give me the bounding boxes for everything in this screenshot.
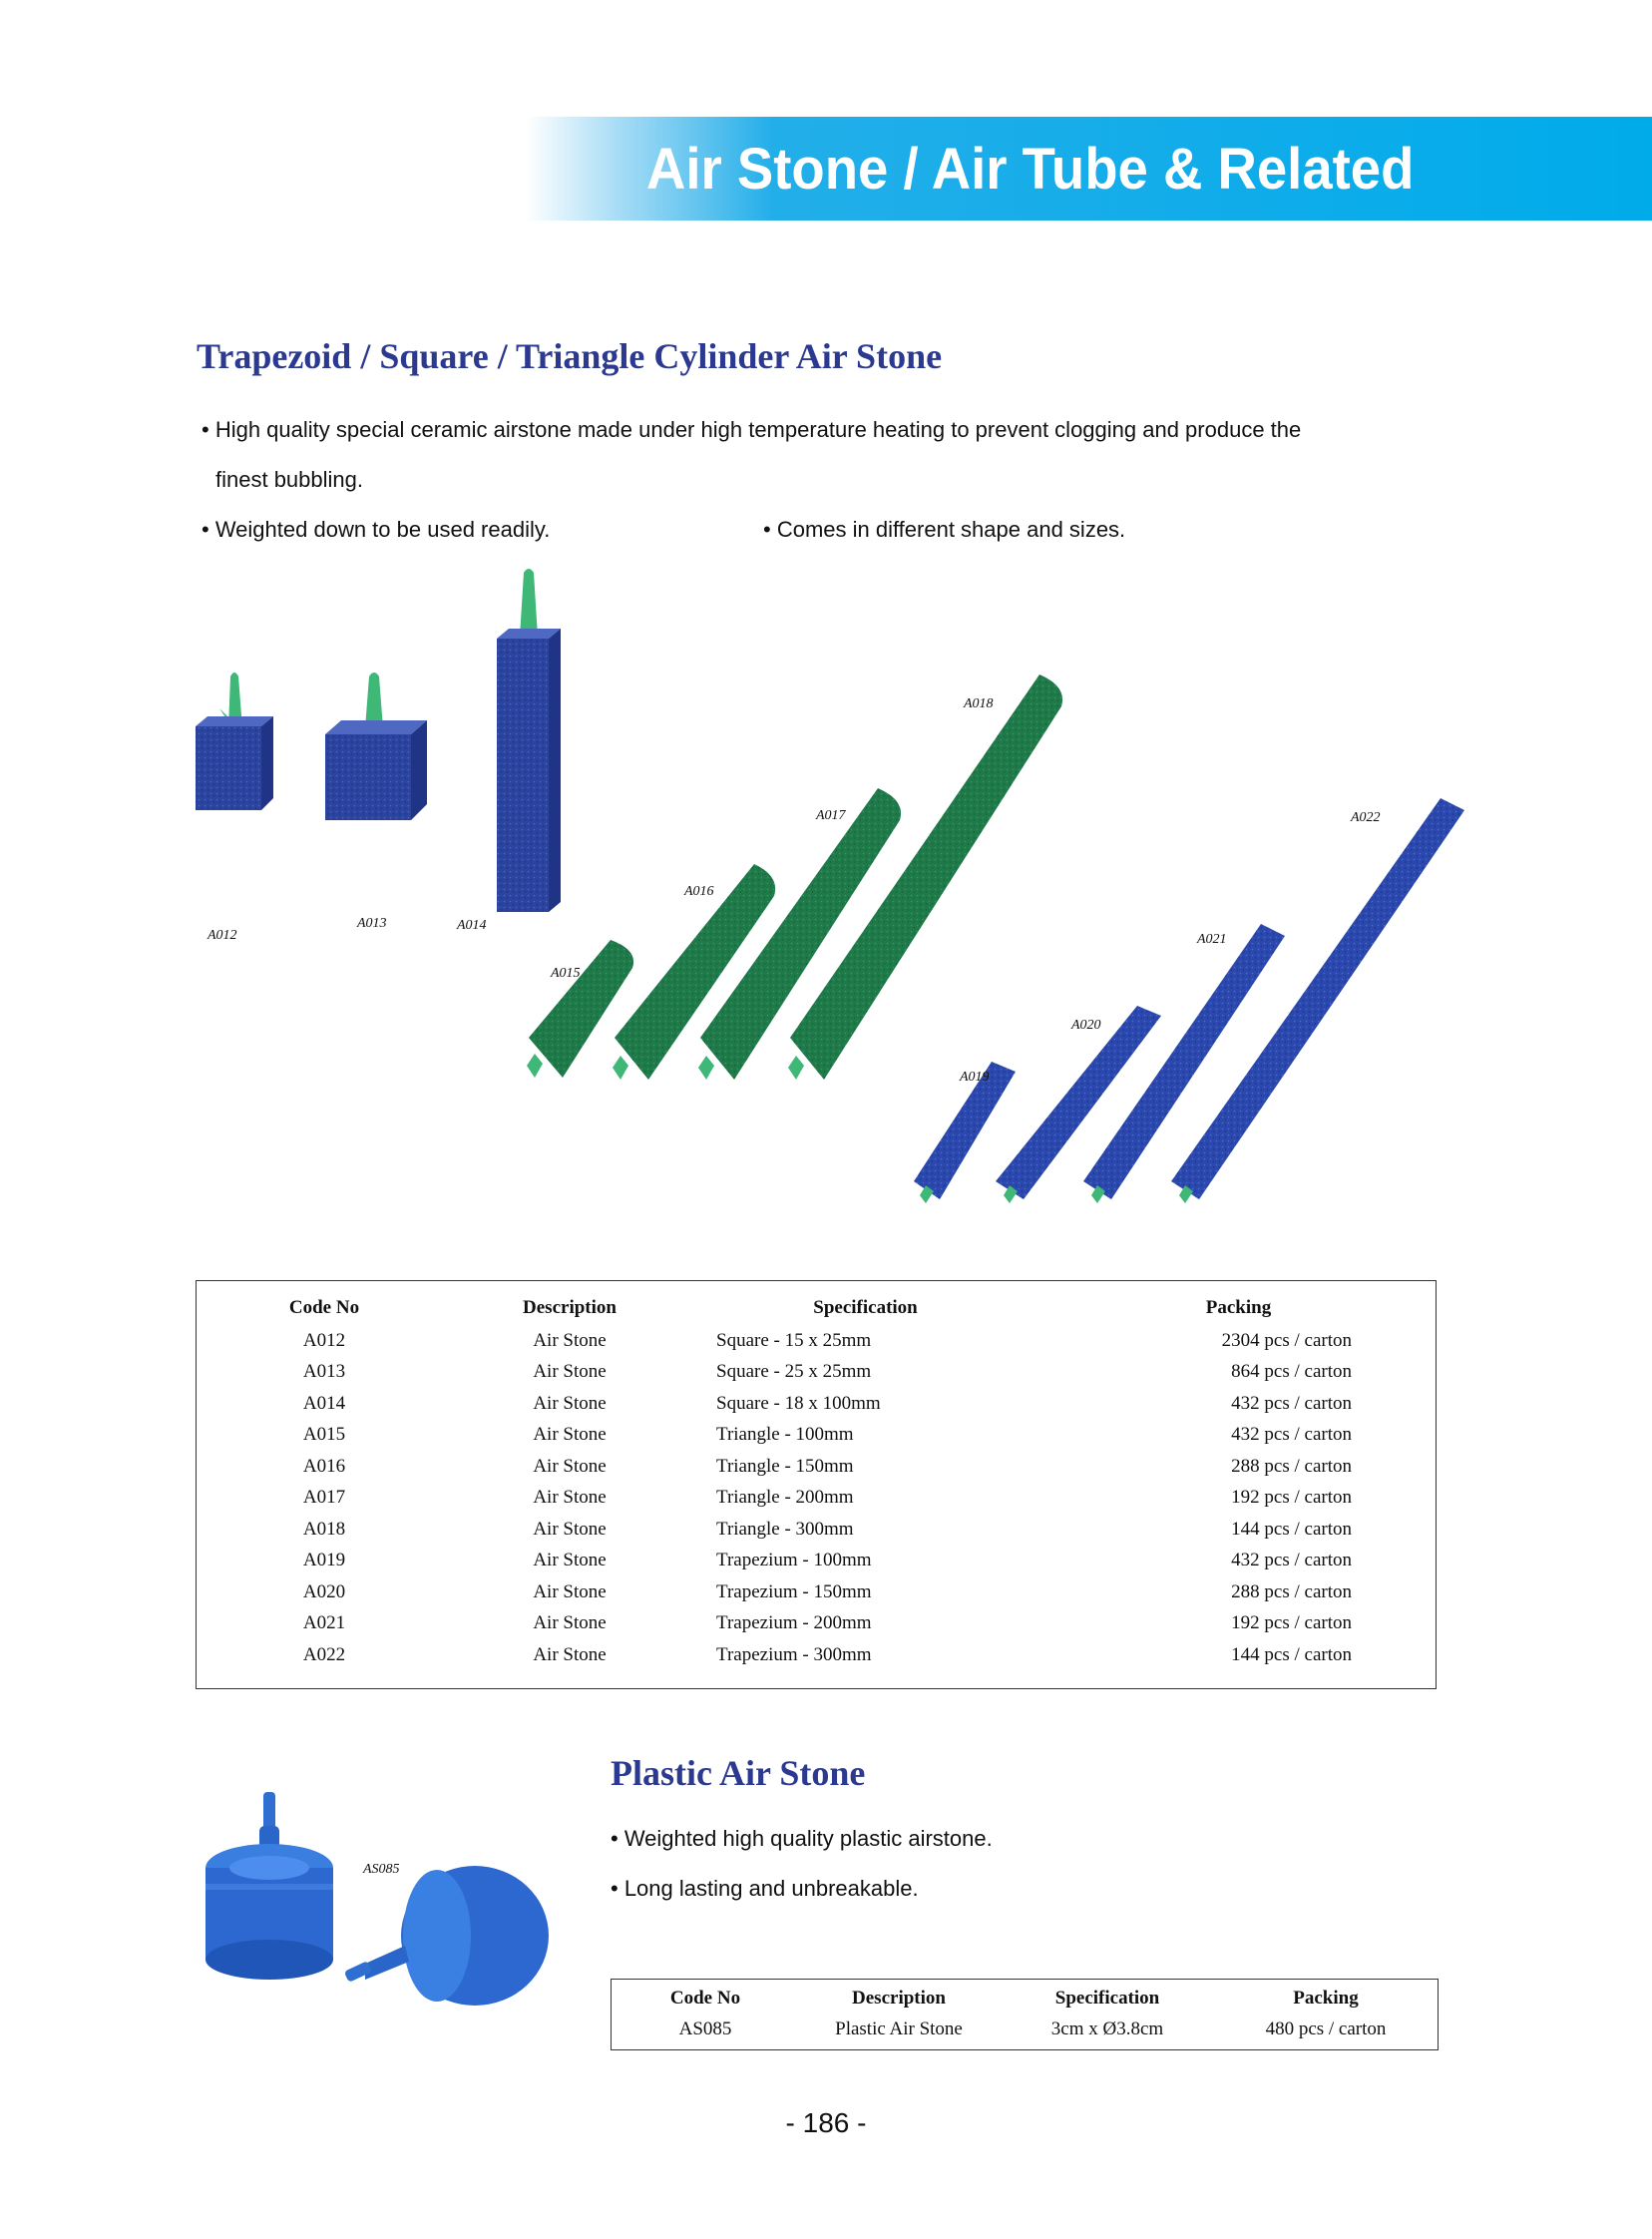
air-stone-a014: [497, 569, 561, 912]
ceramic-air-stone-table: [196, 1280, 1437, 1689]
page-title: Air Stone / Air Tube & Related: [646, 137, 1415, 202]
table-cell: Air Stone: [533, 1392, 607, 1414]
column-header: Specification: [813, 1297, 918, 1318]
column-header: Packing: [1205, 1297, 1272, 1318]
table-cell: A022: [302, 1643, 346, 1665]
ceramic-air-stones-illustration: [180, 559, 1476, 1247]
page-number: - 186 -: [785, 2107, 867, 2138]
product-label: A017: [816, 808, 846, 823]
air-stone-a020: [996, 1006, 1161, 1203]
table-cell: 432 pcs / carton: [1231, 1550, 1352, 1571]
product-label: A019: [960, 1070, 990, 1085]
column-header: Packing: [1293, 1988, 1359, 2009]
plastic-air-stone-table: [611, 1979, 1439, 2050]
plastic-air-stone-illustration: [196, 1786, 565, 2045]
table-header-row: [197, 1291, 1434, 1325]
table-row: [197, 1357, 1434, 1389]
table-cell: A014: [302, 1392, 346, 1414]
table-cell: 432 pcs / carton: [1231, 1392, 1352, 1414]
bullet-text: • High quality special ceramic airstone made under high temperature heating to prevent clogging and produce the: [202, 417, 1302, 442]
product-label: A016: [684, 884, 714, 899]
table-cell: A019: [302, 1550, 346, 1571]
table-cell: AS085: [678, 2017, 732, 2039]
table-cell: Triangle - 200mm: [716, 1487, 854, 1509]
table-cell: 3cm x Ø3.8cm: [1050, 2017, 1164, 2039]
bullet-text: • Comes in different shape and sizes.: [763, 517, 1126, 542]
table-cell: Air Stone: [533, 1518, 607, 1540]
table-row: [197, 1451, 1434, 1483]
product-label: AS085: [363, 1862, 400, 1877]
table-cell: 2304 pcs / carton: [1221, 1329, 1352, 1351]
product-label: A012: [207, 928, 237, 943]
table-cell: Plastic Air Stone: [835, 2017, 963, 2039]
table-cell: 288 pcs / carton: [1231, 1580, 1352, 1602]
table-cell: Trapezium - 100mm: [716, 1550, 872, 1571]
table-cell: Air Stone: [533, 1487, 607, 1509]
air-stone-a015: [527, 940, 633, 1078]
air-stone-as085-upright: [206, 1792, 333, 1980]
table-row: [197, 1639, 1434, 1671]
table-cell: Trapezium - 150mm: [716, 1580, 872, 1602]
table-cell: A017: [302, 1487, 346, 1509]
table-cell: Square - 15 x 25mm: [716, 1329, 872, 1351]
table-cell: A016: [302, 1455, 346, 1477]
table-cell: A020: [302, 1580, 346, 1602]
table-row: [197, 1514, 1434, 1546]
table-cell: Triangle - 300mm: [716, 1518, 854, 1540]
table-cell: Air Stone: [533, 1612, 607, 1634]
table-cell: 144 pcs / carton: [1231, 1643, 1352, 1665]
table-header-row: [612, 1984, 1436, 2014]
table-cell: Square - 18 x 100mm: [716, 1392, 881, 1414]
table-cell: A015: [302, 1424, 346, 1446]
bullet-text: • Long lasting and unbreakable.: [611, 1876, 919, 1901]
table-cell: Air Stone: [533, 1329, 607, 1351]
table-cell: Air Stone: [533, 1455, 607, 1477]
table-cell: Square - 25 x 25mm: [716, 1361, 872, 1383]
column-header: Description: [523, 1297, 617, 1318]
table-cell: Triangle - 100mm: [716, 1424, 854, 1446]
table-cell: 864 pcs / carton: [1231, 1361, 1352, 1383]
table-row: [197, 1546, 1434, 1577]
table-cell: 192 pcs / carton: [1231, 1487, 1352, 1509]
column-header: Code No: [669, 1988, 741, 2009]
product-label: A020: [1071, 1018, 1101, 1033]
table-row: [197, 1420, 1434, 1452]
table-cell: Air Stone: [533, 1643, 607, 1665]
table-row: [612, 2014, 1436, 2045]
product-label: A018: [964, 696, 994, 711]
product-label: A015: [551, 966, 581, 981]
table-cell: Triangle - 150mm: [716, 1455, 854, 1477]
column-header: Description: [852, 1988, 946, 2009]
table-cell: Trapezium - 200mm: [716, 1612, 872, 1634]
product-label: A022: [1351, 810, 1381, 825]
bullet-text: finest bubbling.: [215, 467, 363, 492]
section-title-ceramic-air-stone: Trapezoid / Square / Triangle Cylinder Air Stone: [197, 336, 943, 376]
table-cell: 432 pcs / carton: [1231, 1424, 1352, 1446]
table-row: [197, 1608, 1434, 1640]
table-cell: A013: [302, 1361, 346, 1383]
table-row: [197, 1325, 1434, 1357]
table-cell: A021: [302, 1612, 346, 1634]
product-label: A021: [1197, 932, 1227, 947]
table-cell: 288 pcs / carton: [1231, 1455, 1352, 1477]
table-cell: A018: [302, 1518, 346, 1540]
column-header: Code No: [288, 1297, 360, 1318]
table-cell: Air Stone: [533, 1361, 607, 1383]
table-cell: Air Stone: [533, 1550, 607, 1571]
table-cell: Trapezium - 300mm: [716, 1643, 872, 1665]
table-cell: Air Stone: [533, 1424, 607, 1446]
table-cell: 480 pcs / carton: [1265, 2017, 1387, 2039]
bullet-text: • Weighted down to be used readily.: [202, 517, 551, 542]
column-header: Specification: [1054, 1988, 1160, 2009]
table-cell: Air Stone: [533, 1580, 607, 1602]
table-row: [197, 1388, 1434, 1420]
air-stone-a012: [196, 672, 273, 810]
product-label: A013: [357, 916, 387, 931]
air-stone-as085-tilted: [344, 1866, 549, 2006]
table-cell: 144 pcs / carton: [1231, 1518, 1352, 1540]
table-cell: A012: [302, 1329, 346, 1351]
section-title-plastic-air-stone: Plastic Air Stone: [611, 1753, 866, 1793]
product-label: A014: [457, 918, 487, 933]
bullet-text: • Weighted high quality plastic airstone.: [611, 1826, 993, 1851]
air-stone-a013: [325, 672, 427, 820]
table-row: [197, 1483, 1434, 1515]
table-row: [197, 1576, 1434, 1608]
table-cell: 192 pcs / carton: [1231, 1612, 1352, 1634]
